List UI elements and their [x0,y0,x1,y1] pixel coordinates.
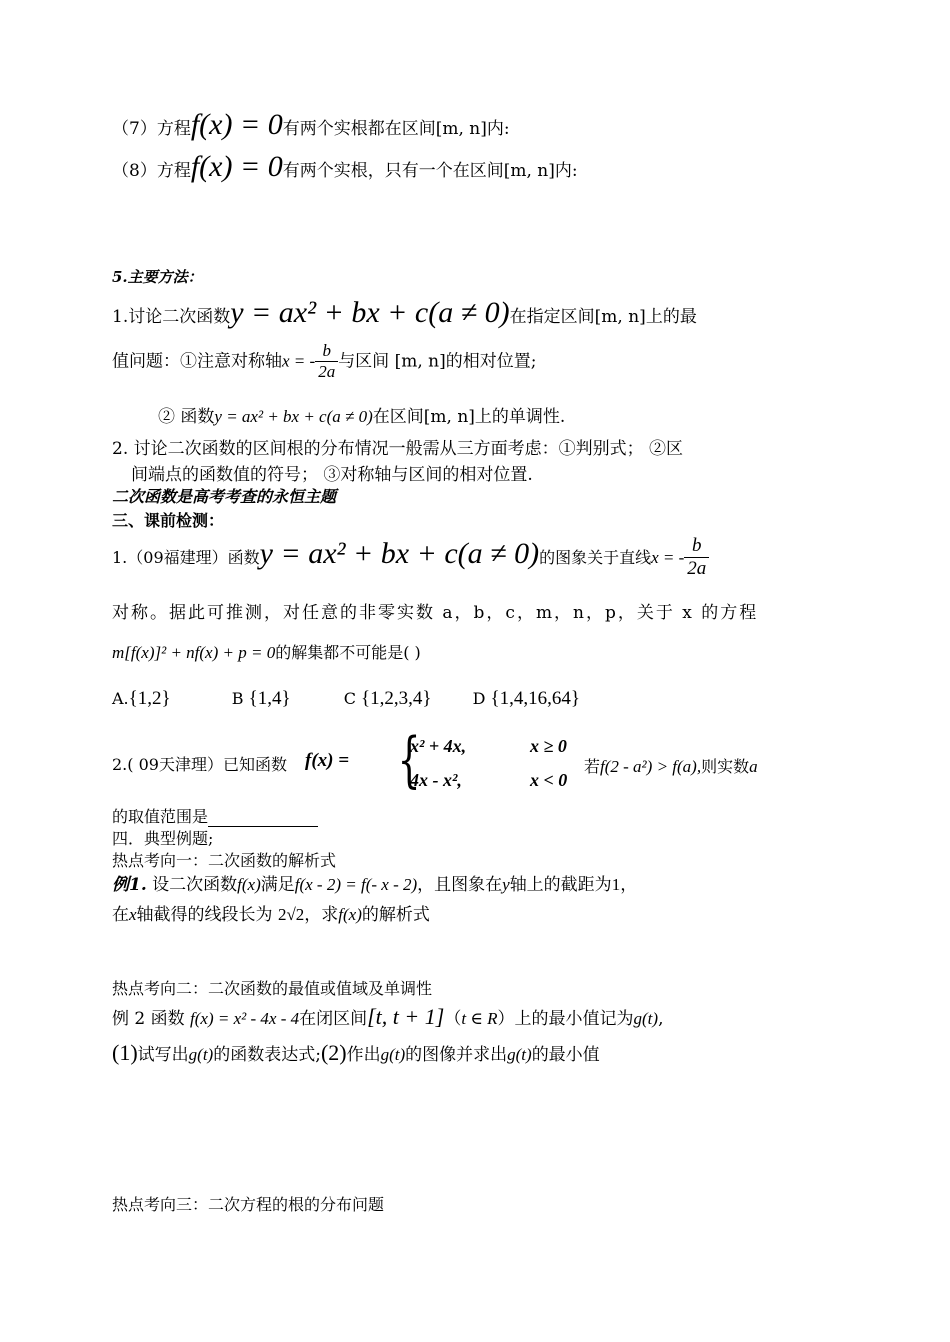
example1-x: x [129,905,137,924]
question2-then: 则实数 [701,757,750,776]
method1-suffix: 在指定区间[m, n]上的最 [509,307,697,327]
option-c-label: C [343,689,356,708]
method1-line3-equation: y = ax² + bx + c(a ≠ 0) [214,407,373,426]
option-d-label: D [472,689,486,708]
example2-c: （ [444,1009,462,1029]
question2-inequality: f(2 - a²) > f(a), [600,757,702,776]
example1-line2-a: 在 [112,905,129,925]
example2-line2-a: 试写出 [137,1045,189,1065]
question1-denominator: 2a [687,557,707,579]
item-7-line [112,108,510,142]
section5-heading: 5.主要方法： [112,268,203,286]
example1-b: 满足 [260,875,295,895]
example2-line2-c: 作出 [346,1045,381,1065]
example2-line2-b: 的函数表达式; [213,1045,321,1065]
example2-g4: g(t) [507,1045,532,1064]
question1-prefix: 1.（09福建理）函数 [112,547,260,567]
option-d: {1,4,16,64} [490,688,581,709]
question2-tail [584,754,758,777]
example1-length: 2√2 [277,905,305,924]
question1-line1 [112,536,709,581]
fraction-numerator: b [315,342,338,362]
item-8-prefix: （8）方程 [112,161,191,181]
example1-fx2: f(x) [338,905,362,924]
example1-one: 1 [611,875,621,894]
case1-expr: x² + 4x, [410,736,467,756]
hot-topic-1: 热点考向一：二次函数的解析式 [112,851,337,870]
example2-g2: g(t) [188,1045,214,1064]
method1-line2-prefix: 值问题：①注意对称轴 [112,351,282,372]
method1-line2-suffix: 与区间 [m, n]的相对位置; [338,351,537,372]
option-b: {1,4} [248,688,291,709]
hot-topic-2: 热点考向二：二次函数的最值或值域及单调性 [112,979,433,998]
example2-e: , [658,1009,664,1029]
example2-g: g(t) [633,1009,659,1028]
question1-mid: 的图象关于直线 [539,547,652,567]
question1-fraction [684,536,709,581]
method2-line2: 间端点的函数值的符号； ③对称轴与区间的相对位置. [131,465,533,485]
example2-a: 例 2 函数 [112,1009,185,1029]
example1-c: ，且图象在 [417,875,503,895]
question1-options [112,688,580,710]
question2-var: a [749,757,758,776]
example2-b: 在闭区间 [299,1009,368,1029]
method1-equation: y = ax² + bx + c(a ≠ 0) [230,296,510,329]
question1-equation: y = ax² + bx + c(a ≠ 0) [259,536,540,570]
example2-interval: [t, t + 1] [367,1004,445,1029]
example2-part2: (2) [320,1040,347,1065]
section4-heading: 四．典型例题; [112,829,214,848]
answer-blank[interactable] [208,810,318,827]
axis-equation: x = - [282,351,316,371]
item-8-equation: f(x) = 0 [190,150,283,183]
question1-axis: x = - [651,547,685,567]
question1-eq-suffix: 的解集都不可能是( ) [275,643,421,662]
example2-fx: f(x) = x² - 4x - 4 [190,1009,300,1028]
item-8-text: 有两个实根，只有一个在区间[m, n]内: [282,161,578,181]
case2-expr: 4x - x², [410,770,462,790]
example2-t: t ∈ R [461,1009,498,1028]
question1-equation2: m[f(x)]² + nf(x) + p = 0 [112,643,276,662]
piecewise-brace: { [397,725,421,795]
fraction-denominator: 2a [318,361,336,381]
example2-part1: (1) [112,1040,138,1065]
example1-cond: f(x - 2) = f(- x - 2) [294,875,418,894]
example1-line1 [112,870,637,895]
example1-a: 设二次函数 [152,875,238,895]
question1-numerator: b [684,536,709,558]
case1-cond: x ≥ 0 [530,736,567,756]
method1-line1 [112,296,697,330]
example1-line2-b: 轴截得的线段长为 [136,905,273,925]
example1-d: 轴上的截距为 [509,875,612,895]
item-8-line [112,150,578,184]
example1-label: 例1. [112,875,147,895]
example1-line2-c: ，求 [304,905,339,925]
method1-line3 [158,402,565,427]
example1-line2-d: 的解析式 [361,905,430,925]
question2-fx: f(x) = [305,750,350,771]
item-7-text: 有两个实根都在区间[m, n]内: [282,119,510,139]
example1-e: ， [620,875,638,895]
method1-line2 [112,342,536,382]
motto: 二次函数是高考考查的永恒主题 [112,487,337,506]
example2-line2-d: 的图像并求出 [405,1045,508,1065]
method2-line1: 2. 讨论二次函数的区间根的分布情况一般需从三方面考虑：①判别式； ②区 [112,439,684,459]
method1-line3-suffix: 在区间[m, n]上的单调性. [372,407,566,427]
method1-line3-prefix: ② 函数 [158,407,215,427]
example1-fx: f(x) [237,875,261,894]
question1-line2: 对称。据此可推测，对任意的非零实数 a，b，c，m，n，p，关于 x 的方程 [112,603,759,623]
option-a: {1,2} [128,688,171,709]
method1-prefix: 1.讨论二次函数 [112,307,231,327]
question1-line3 [112,640,421,663]
option-b-label: B [231,689,244,708]
hot-topic-3: 热点考向三：二次方程的根的分布问题 [112,1195,385,1214]
case2-cond: x < 0 [530,770,568,790]
axis-fraction [315,342,338,382]
option-c: {1,2,3,4} [361,688,432,709]
item-7-prefix: （7）方程 [112,119,191,139]
question2-line2-text: 的取值范围是 [112,807,209,826]
section3-heading: 三、课前检测： [112,511,225,530]
example2-d: ）上的最小值记为 [497,1009,634,1029]
question2-if: 若 [584,757,601,776]
item-7-equation: f(x) = 0 [190,108,283,141]
example1-y: y [502,875,510,894]
option-a-label: A. [112,689,129,708]
question2-line2 [112,804,318,827]
example1-line2 [112,900,430,925]
example2-g3: g(t) [380,1045,406,1064]
example2-line2 [112,1040,600,1066]
question2-prefix: 2.( 09天津理）已知函数 [112,755,287,774]
example2-line1 [112,1004,663,1030]
example2-line2-e: 的最小值 [531,1045,600,1065]
